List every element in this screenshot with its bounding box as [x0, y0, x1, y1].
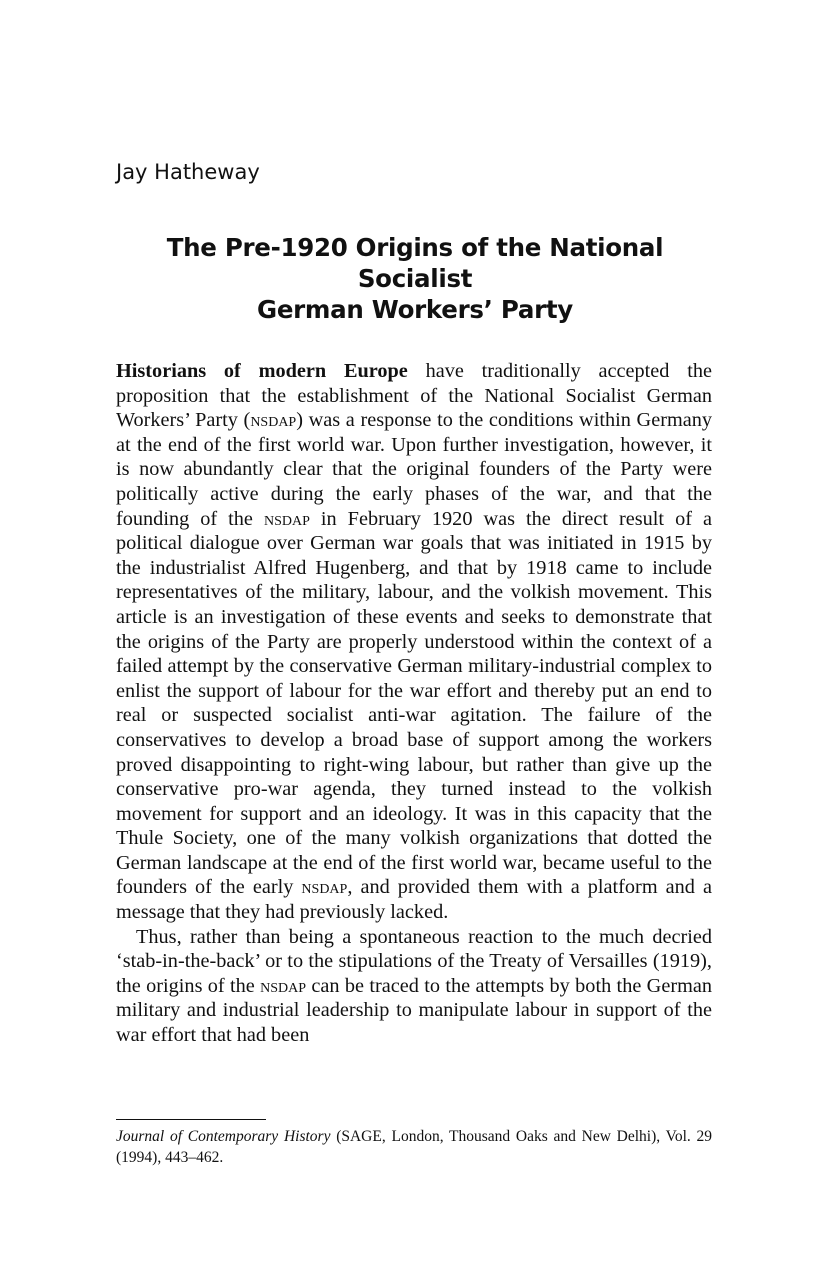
- article-title: [116, 232, 714, 325]
- footnote-divider: [116, 1119, 266, 1120]
- paragraph-1: [116, 359, 712, 925]
- paragraph-2: [116, 925, 712, 1048]
- abbreviation: nsdap: [263, 507, 310, 530]
- body-text: in February 1920 was the direct result of a political dialogue over German war goals that was initiated in 1915 by the industrialist Alfred Hugenberg, and that by 1918 came to include representatives of the military, labour, and the volkish movement. This article is an investigation of these events and seeks to demonstrate that the origins of the Party are properly understood within the context of a failed attempt by the conservative German military-industrial complex to enlist the support of labour for the war effort and thereby put an end to real or suspected socialist anti-war agitation. The failure of the conservatives to develop a broad base of support among the workers proved disappointing to right-wing labour, but rather than give up the conservative pro-war agenda, they turned instead to the volkish movement for support and an ideology. It was in this capacity that the Thule Society, one of the many volkish organizations that dotted the German landscape at the end of the first world war, became useful to the founders of the early: [116, 507, 712, 899]
- journal-name: Journal of Contemporary History: [116, 1128, 331, 1145]
- body-text: ) was a response to the conditions within Germany at the end of the first world war. Upon further investigation, however, it is now abundantly clear that the original founders of the Party were politically active during the early phases of the war, and that the founding of the: [116, 409, 713, 530]
- abbreviation: nsdap: [260, 974, 307, 997]
- lead-in-text: Historians of modern Europe: [116, 360, 408, 382]
- body-text: Thus, rather than being a spontaneous reaction to the much decried ‘stab-in-the-back’ or to the stipulations of the Treaty of Versailles (1919), the origins of the: [116, 925, 712, 997]
- body-text: , and provided them with a platform and a message that they had previously lacked.: [116, 876, 712, 924]
- title-line-2: German Workers’ Party: [257, 295, 573, 324]
- abbreviation: nsdap: [250, 409, 297, 432]
- citation-details: (SAGE, London, Thousand Oaks and New Delhi), Vol. 29 (1994), 443–462.: [116, 1128, 713, 1166]
- title-line-1: The Pre-1920 Origins of the National Socialist: [166, 233, 664, 293]
- body-text: can be traced to the attempts by both the German military and industrial leadership to manipulate labour in support of the war effort that had been: [116, 974, 712, 1047]
- abbreviation: nsdap: [301, 876, 348, 899]
- article-body: [116, 359, 712, 1048]
- author-name: Jay Hatheway: [116, 160, 260, 184]
- journal-citation: [116, 1126, 712, 1168]
- body-text: have traditionally accepted the proposition that the establishment of the National Socialist German Workers’ Party (: [116, 360, 712, 432]
